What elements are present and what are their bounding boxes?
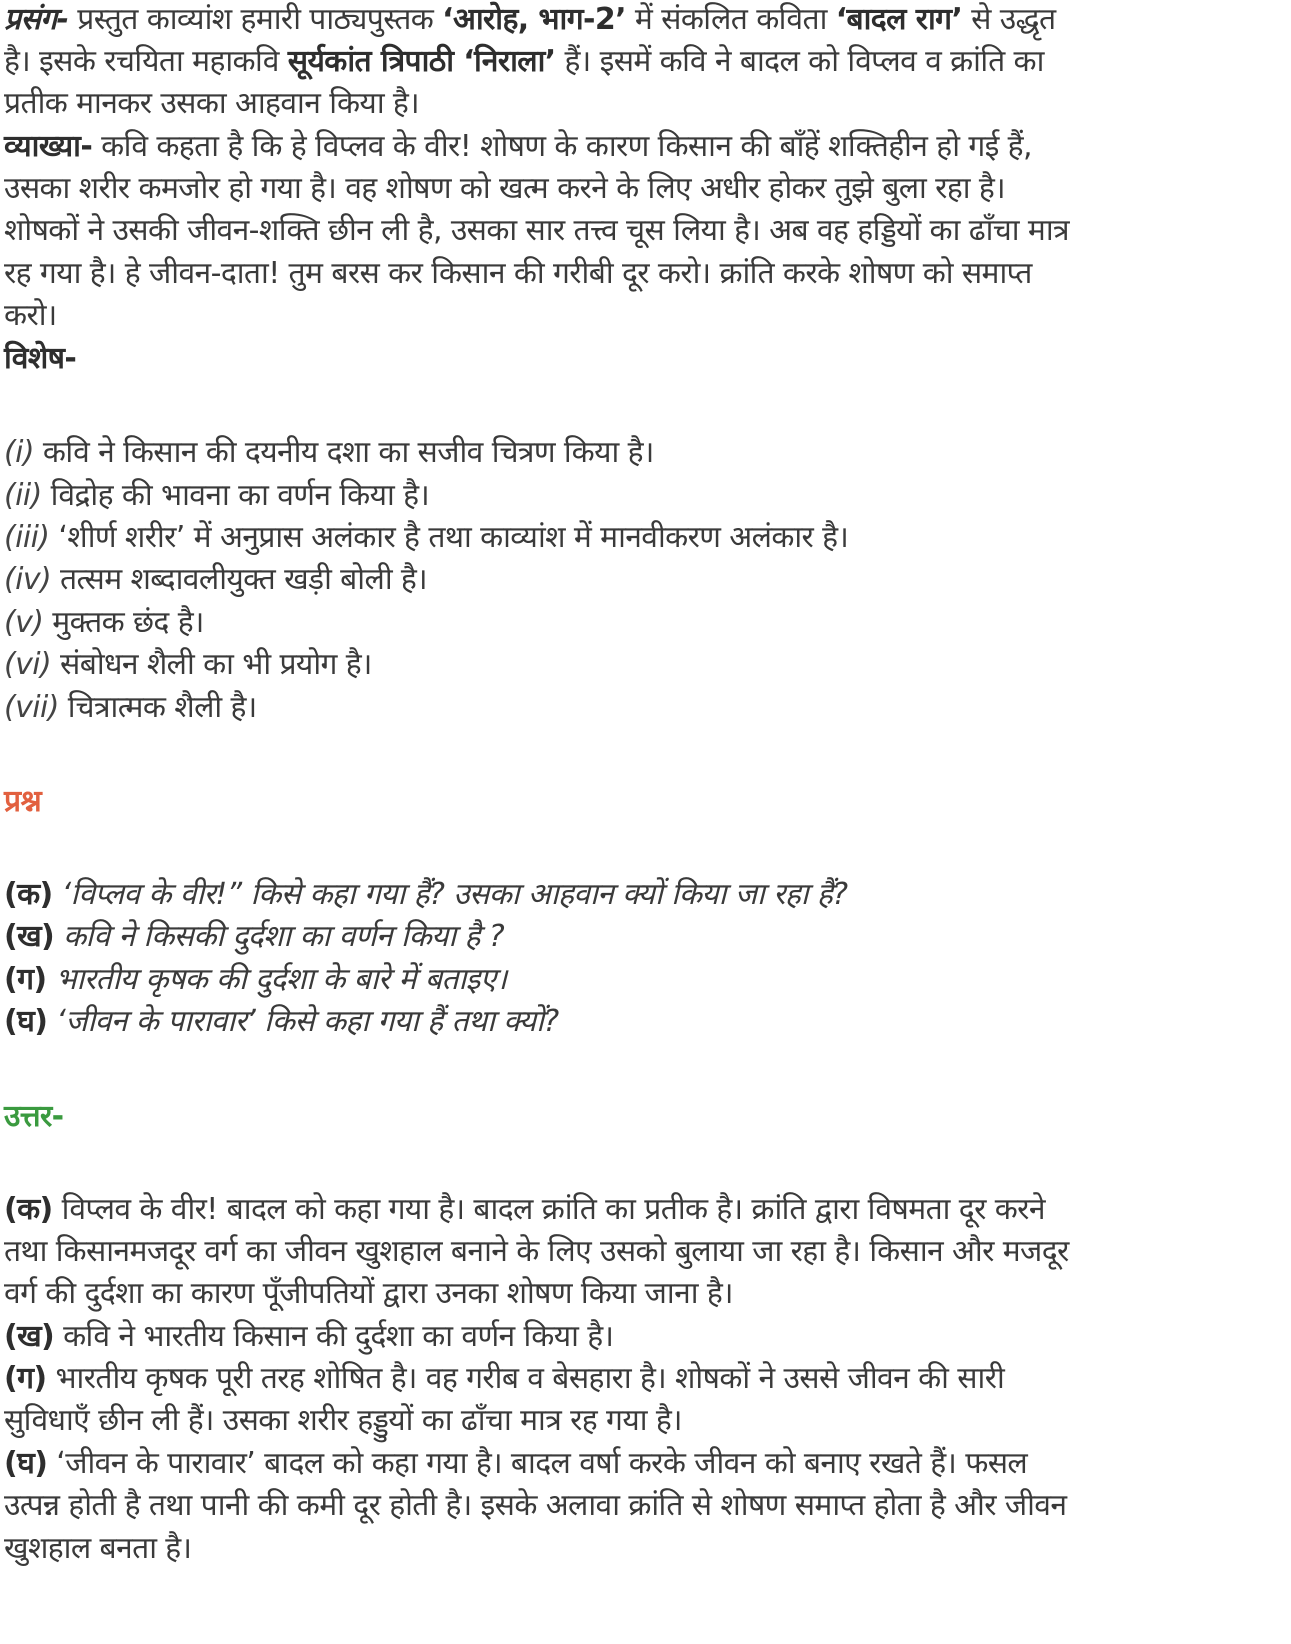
vishesh-item (4, 431, 654, 475)
item-text: कवि ने किसान की दयनीय दशा का सजीव चित्रण किया है। (33, 435, 654, 470)
text: है। इसके रचयिता महाकवि (4, 44, 288, 79)
answer-ga-line-2: सुविधाएँ छीन ली हैं। उसका शरीर हड्डुयों का ढाँचा मात्र रह गया है। (4, 1403, 682, 1438)
question-number: (ग) (4, 962, 47, 997)
poem-title: ‘बादल राग’ (835, 2, 963, 37)
item-number: (vii) (4, 690, 59, 725)
answer-text: ‘जीवन के पारावार’ बादल को कहा गया है। बादल वर्षा करके जीवन को बनाए रखते हैं। फसल (47, 1446, 1028, 1481)
text: से उद्धृत (962, 2, 1056, 37)
vishesh-heading: विशेष- (4, 341, 77, 376)
prasang-label: प्रसंग- (4, 2, 69, 37)
prasang-line-3: प्रतीक मानकर उसका आहवान किया है। (4, 86, 420, 121)
answer-number: (ग) (4, 1361, 47, 1396)
question-number: (क) (4, 877, 53, 912)
prashn-heading: प्रश्न (4, 784, 42, 819)
book-title: ‘आरोह, भाग-2’ (442, 2, 626, 37)
answer-number: (क) (4, 1192, 53, 1227)
question-item (4, 958, 507, 1002)
vyakhya-line-3: शोषकों ने उसकी जीवन-शक्ति छीन ली है, उसका सार तत्त्व चूस लिया है। अब वह हड्डियों का ढाँचा मात्र (4, 213, 1069, 248)
answer-gha-line-1 (4, 1442, 1027, 1486)
vyakhya-line-5: करो। (4, 298, 57, 333)
answer-ka-line-2: तथा किसानमजदूर वर्ग का जीवन खुशहाल बनाने के लिए उसको बुलाया जा रहा है। किसान और मजदूर (4, 1234, 1069, 1269)
question-text: भारतीय कृषक की दुर्दशा के बारे में बताइए। (46, 962, 507, 997)
question-number: (घ) (4, 1004, 48, 1039)
prasang-line-1 (4, 0, 1056, 42)
vyakhya-line-4: रह गया है। हे जीवन-दाता! तुम बरस कर किसान की गरीबी दूर करो। क्रांति करके शोषण को समाप्त (4, 256, 1032, 291)
answer-ga-line-1 (4, 1357, 1004, 1401)
answer-number: (ख) (4, 1319, 55, 1354)
vishesh-item (4, 686, 257, 730)
answer-text: विप्लव के वीर! बादल को कहा गया है। बादल क्रांति का प्रतीक है। क्रांति द्वारा विषमता दूर करने (52, 1192, 1045, 1227)
answer-number: (घ) (4, 1446, 48, 1481)
question-number: (ख) (4, 919, 55, 954)
answer-ka-line-3: वर्ग की दुर्दशा का कारण पूँजीपतियों द्वारा उनका शोषण किया जाना है। (4, 1276, 733, 1311)
item-number: (i) (4, 435, 34, 470)
uttar-heading: उत्तर- (4, 1099, 64, 1134)
answer-gha-line-3: खुशहाल बनता है। (4, 1531, 192, 1566)
item-number: (v) (4, 605, 44, 640)
item-text: ‘शीर्ण शरीर’ में अनुप्रास अलंकार है तथा काव्यांश में मानवीकरण अलंकार है। (49, 520, 849, 555)
item-number: (ii) (4, 478, 42, 513)
answer-gha-line-2: उत्पन्न होती है तथा पानी की कमी दूर होती है। इसके अलावा क्रांति से शोषण समाप्त होता है और जीवन (4, 1488, 1067, 1523)
vishesh-item (4, 474, 429, 518)
item-text: चित्रात्मक शैली है। (58, 690, 257, 725)
question-text: कवि ने किसकी दुर्दशा का वर्णन किया है ? (54, 919, 505, 954)
text: कवि कहता है कि हे विप्लव के वीर! शोषण के कारण किसान की बाँहें शक्तिहीन हो गई हैं, (92, 129, 1032, 164)
vishesh-item (4, 601, 204, 645)
answer-kha-line-1 (4, 1315, 613, 1359)
prasang-line-2 (4, 40, 1044, 84)
item-text: संबोधन शैली का भी प्रयोग है। (51, 647, 372, 682)
answer-text: कवि ने भारतीय किसान की दुर्दशा का वर्णन किया है। (54, 1319, 614, 1354)
question-item (4, 873, 848, 917)
question-text: ‘विप्लव के वीर!” किसे कहा गया हैं? उसका आहवान क्यों किया जा रहा हैं? (52, 877, 848, 912)
text: हैं। इसमें कवि ने बादल को विप्लव व क्रांति का (555, 44, 1044, 79)
vishesh-item (4, 558, 427, 602)
vishesh-item (4, 516, 848, 560)
poet-name: सूर्यकांत त्रिपाठी ‘निराला’ (287, 44, 556, 79)
question-item (4, 915, 504, 959)
text: में संकलित कविता (625, 2, 836, 37)
question-item (4, 1000, 559, 1044)
item-text: विद्रोह की भावना का वर्णन किया है। (41, 478, 430, 513)
text: प्रस्तुत काव्यांश हमारी पाठ्यपुस्तक (68, 2, 443, 37)
vyakhya-line-1 (4, 125, 1032, 169)
answer-text: भारतीय कृषक पूरी तरह शोषित है। वह गरीब व बेसहारा है। शोषकों ने उससे जीवन की सारी (46, 1361, 1005, 1396)
item-number: (iv) (4, 562, 52, 597)
vyakhya-label: व्याख्या- (4, 129, 93, 164)
vyakhya-line-2: उसका शरीर कमजोर हो गया है। वह शोषण को खत्म करने के लिए अधीर होकर तुझे बुला रहा है। (4, 171, 1005, 206)
item-number: (iii) (4, 520, 50, 555)
item-number: (vi) (4, 647, 52, 682)
question-text: ‘जीवन के पारावार’ किसे कहा गया हैं तथा क्यों? (47, 1004, 559, 1039)
item-text: तत्सम शब्दावलीयुक्त खड़ी बोली है। (51, 562, 428, 597)
answer-ka-line-1 (4, 1188, 1045, 1232)
item-text: मुक्तक छंद है। (43, 605, 204, 640)
vishesh-item (4, 643, 372, 687)
